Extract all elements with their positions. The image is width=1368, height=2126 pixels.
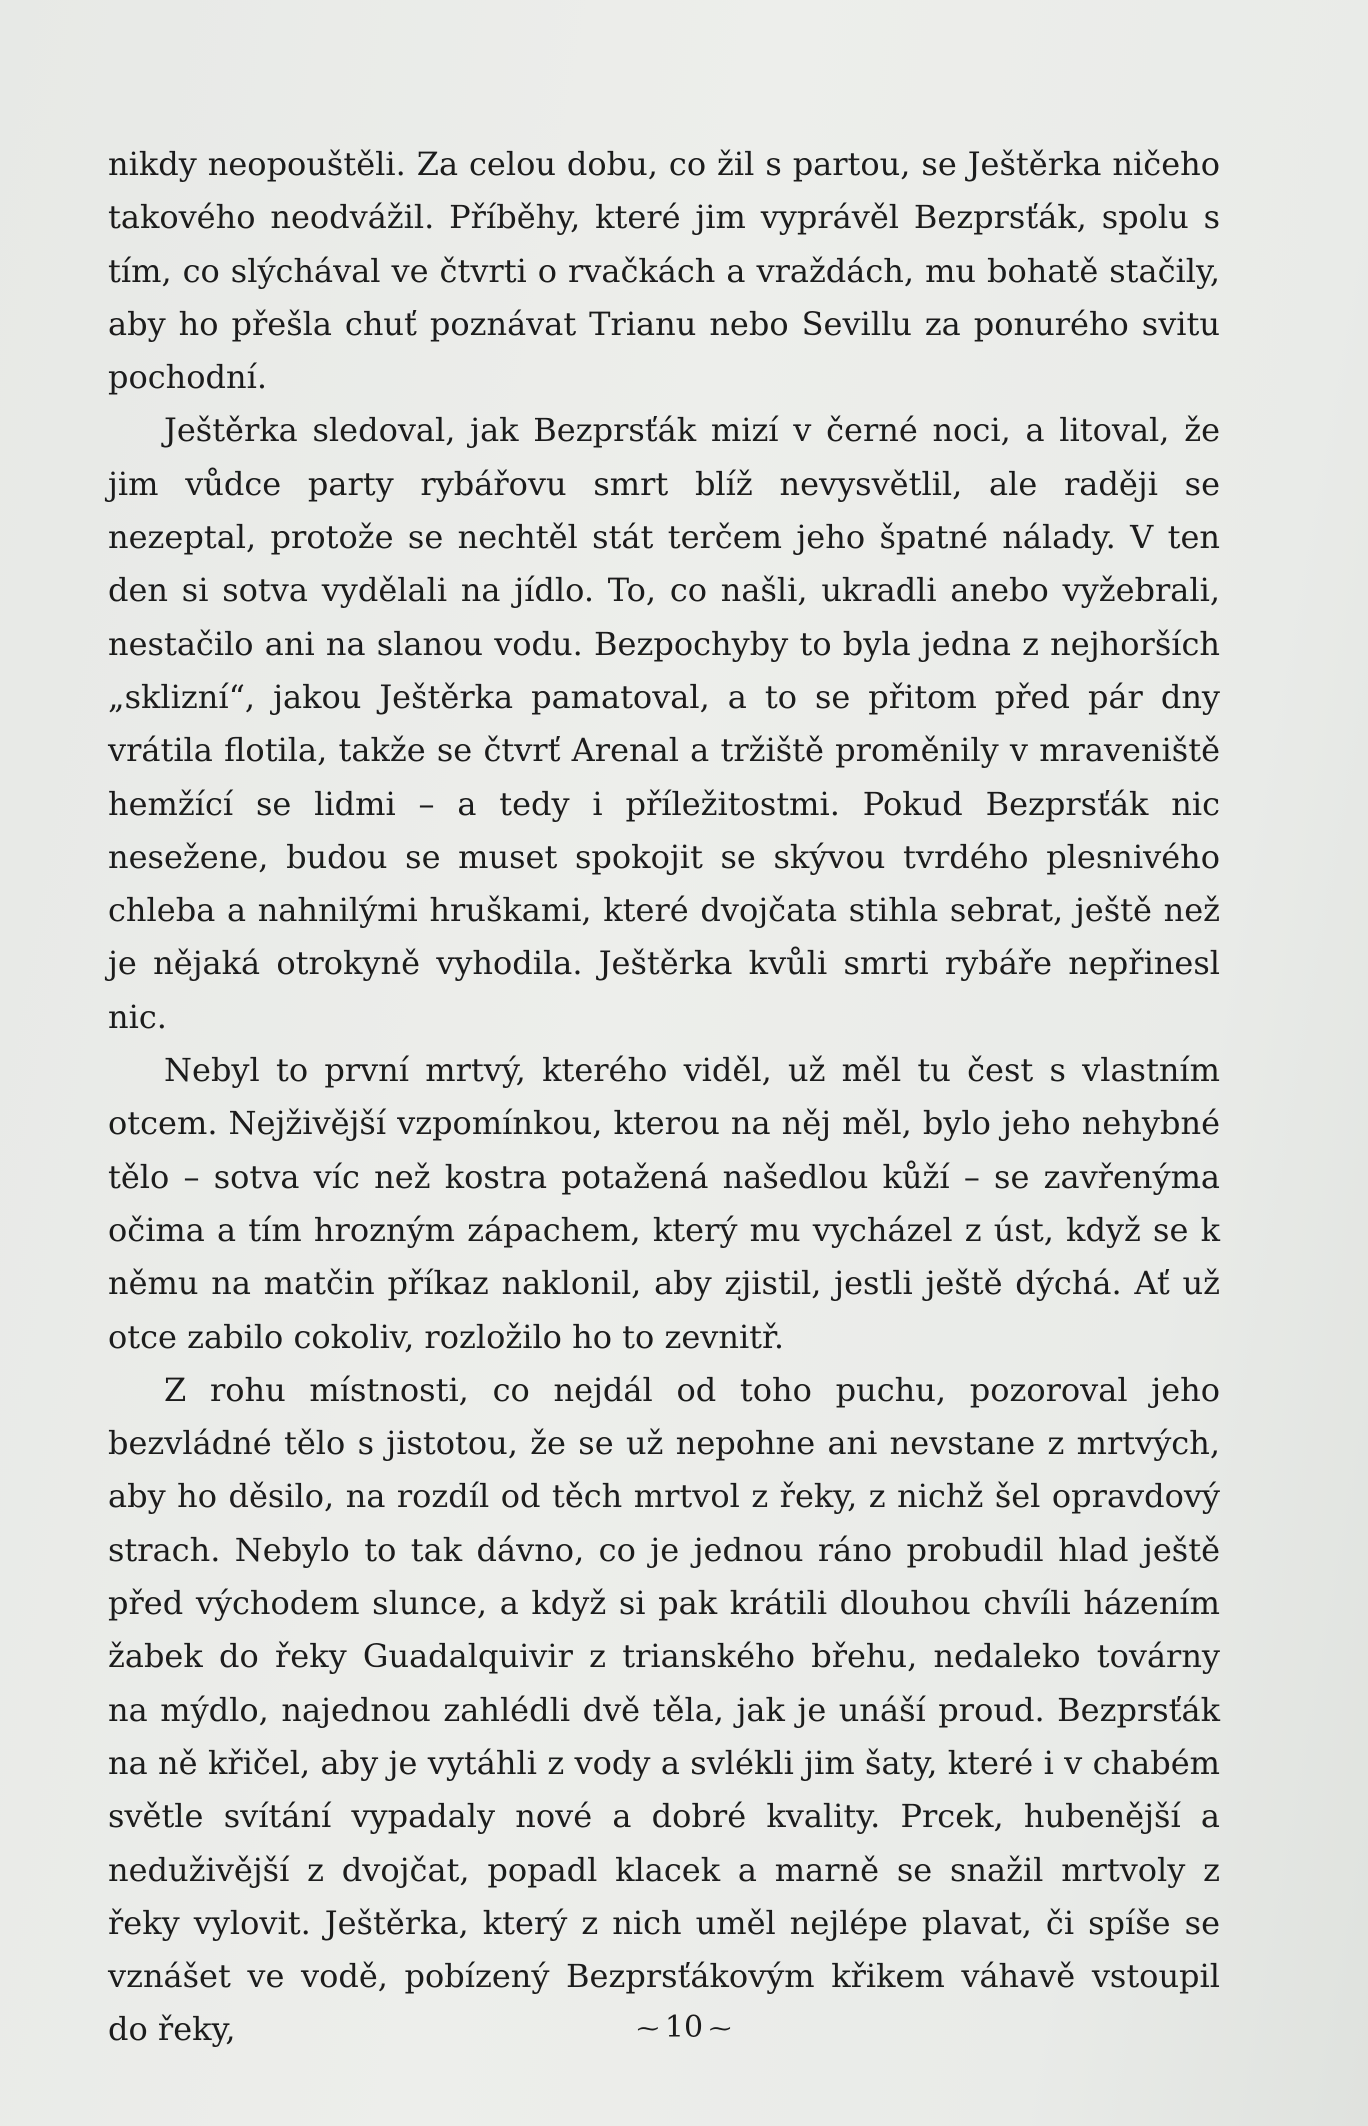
paragraph-4: Z rohu místnosti, co nejdál od toho puchu, pozoroval jeho bezvládné tělo s jistotou, že se už nepohne ani nevstane z mrtvých, aby ho děsilo, na rozdíl od těch mrtvol z řeky, z nichž šel opravdový strach. Nebylo to tak dávno, co je jednou ráno probudil hlad ještě před východem slunce, a když si pak krátili dlouhou chvíli házením žabek do řeky Guadalquivir z trianského břehu, nedaleko továrny na mýdlo, najednou zahlédli dvě těla, jak je unáší proud. Bezprsťák na ně křičel, aby je vytáhli z vody a svlékli jim šaty, které i v chabém světle svítání vypadaly nové a dobré kvality. Prcek, hubenější a neduživější z dvojčat, popadl klacek a marně se snažil mrtvoly z řeky vylovit. Ještěrka, který z nich uměl nejlépe plavat, či spíše se vznášet ve vodě, pobízený Bezprsťákovým křikem váhavě vstoupil do řeky, [108,1370,1220,2049]
page-number: 10 [664,2010,704,2045]
body-text [108,138,1220,2057]
right-ornament-icon: ⁓ [709,2016,732,2042]
paragraph-1: nikdy neopouštěli. Za celou dobu, co žil s partou, se Ještěrka ničeho takového neodvážil. Příběhy, které jim vyprávěl Bezprsťák, spolu s tím, co slýchával ve čtvrti o rvačkách a vraždách, mu bohatě stačily, aby ho přešla chuť poznávat Trianu nebo Sevillu za ponurého svitu pochodní. [108,145,1220,397]
page-footer [0,2010,1368,2045]
left-ornament-icon: ⁓ [636,2016,659,2042]
paragraph-2: Ještěrka sledoval, jak Bezprsťák mizí v černé noci, a litoval, že jim vůdce party rybářovu smrt blíž nevysvětlil, ale raději se nezeptal, protože se nechtěl stát terčem jeho špatné nálady. V ten den si sotva vydělali na jídlo. To, co našli, ukradli anebo vyžebrali, nestačilo ani na slanou vodu. Bezpochyby to byla jedna z nejhorších „sklizní“, jakou Ještěrka pamatoval, a to se přitom před pár dny vrátila flotila, takže se čtvrť Arenal a tržiště proměnily v mraveniště hemžící se lidmi – a tedy i příležitostmi. Pokud Bezprsťák nic nesežene, budou se muset spokojit se skývou tvrdého plesnivého chleba a nahnilými hruškami, které dvojčata stihla sebrat, ještě než je nějaká otrokyně vyhodila. Ještěrka kvůli smrti rybáře nepřinesl nic. [108,411,1220,1036]
paragraph-3: Nebyl to první mrtvý, kterého viděl, už měl tu čest s vlastním otcem. Nejživější vzpomínkou, kterou na něj měl, bylo jeho nehybné tělo – sotva víc než kostra potažená našedlou kůží – se zavřenýma očima a tím hrozným zápachem, který mu vycházel z úst, když se k němu na matčin příkaz naklonil, aby zjistil, jestli ještě dýchá. Ať už otce zabilo cokoliv, rozložilo ho to zevnitř. [108,1051,1220,1356]
